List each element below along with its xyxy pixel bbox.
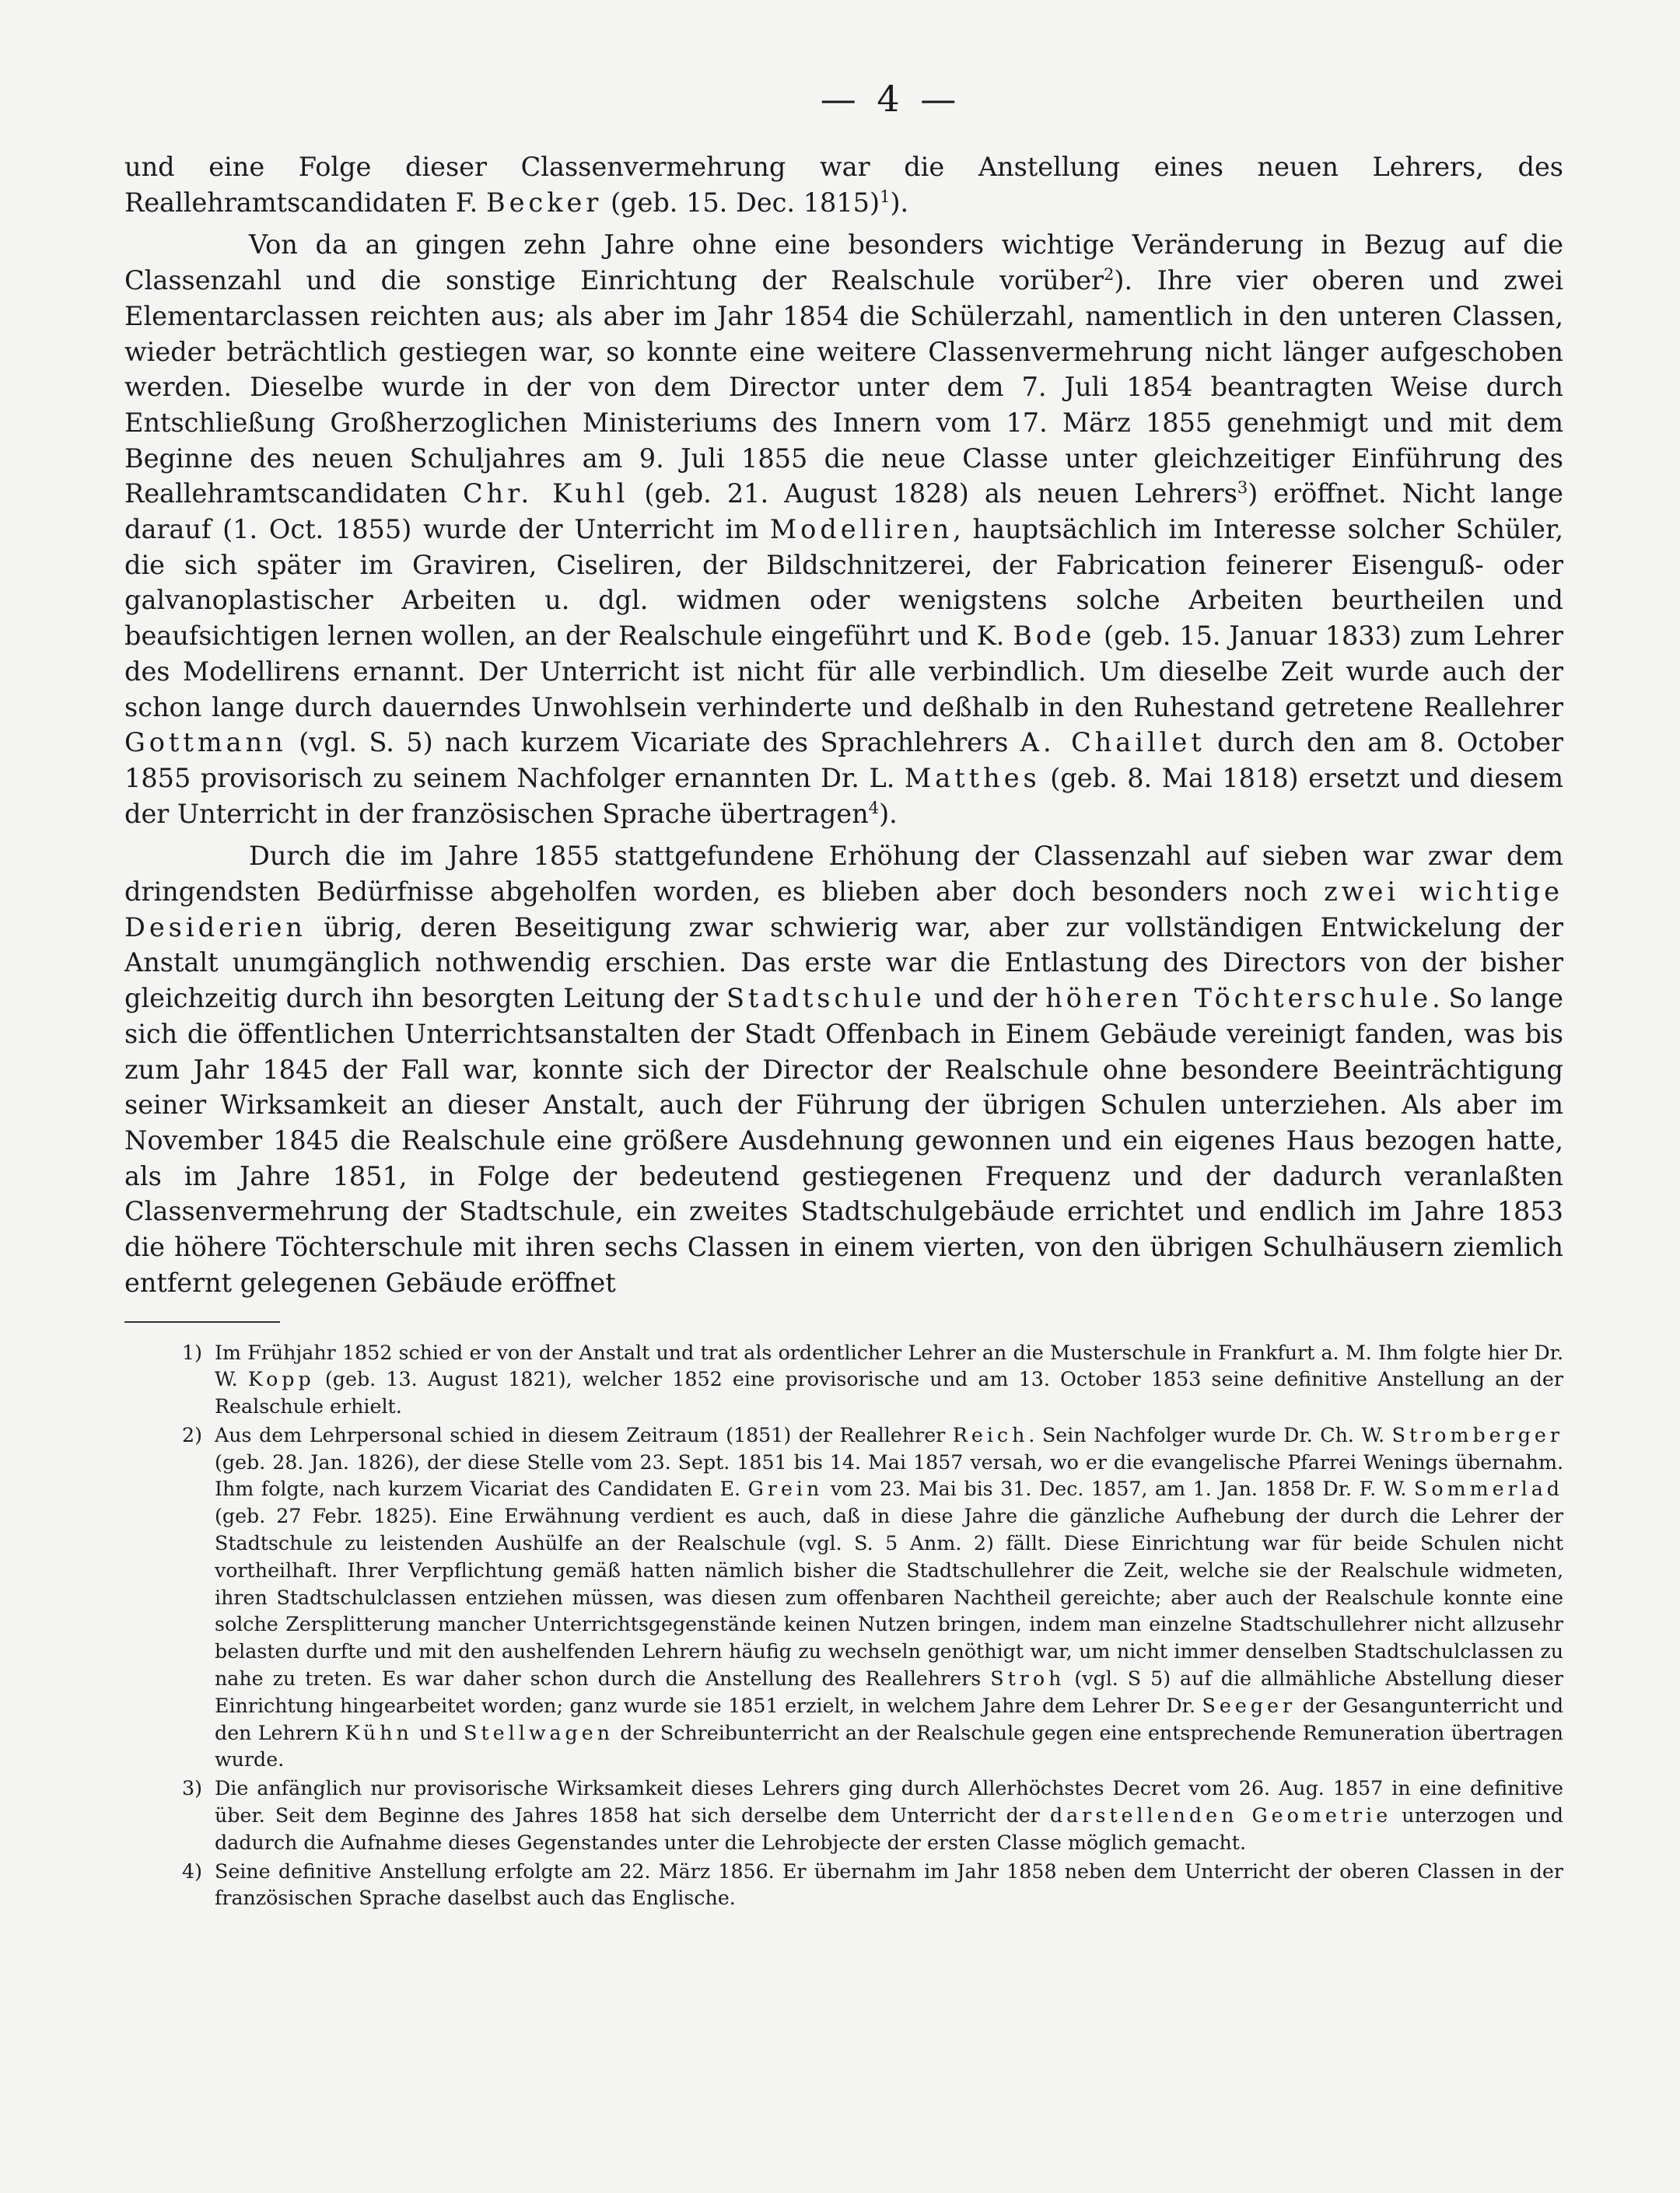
footnotes — [124, 1340, 1563, 1913]
footnote-ref: 4 — [868, 798, 880, 817]
page-number: — 4 — — [820, 78, 961, 120]
footnote-number: 3) — [182, 1777, 202, 1800]
footnote-text: Die anfänglich nur provisorische Wirksamkeit dieses Lehrers ging durch Allerhöchstes Decret vom 26. Aug. 1857 in eine definitive über. Seit dem Beginne des Jahres 1858 hat sich derselbe dem Unterricht der darstellenden Geometrie unterzogen und dadurch die Aufnahme dieses Gegenstandes unter die Lehrobjecte der ersten Classe möglich gemacht. — [215, 1777, 1563, 1854]
footnote-ref: 3 — [1237, 478, 1248, 498]
paragraph-3: Durch die im Jahre 1855 stattgefundene Erhöhung der Classenzahl auf sieben war zwar dem dringendsten Bedürfnisse abgeholfen worden, es blieben aber doch besonders noch zwei wichtige Desiderien übrig, deren Beseitigung zwar schwierig war, aber zur vollständigen Entwickelung der Anstalt unumgänglich nothwendig erschien. Das erste war die Entlastung des Directors von der bisher gleichzeitig durch ihn besorgten Leitung der Stadtschule und der höheren Töchterschule. So lange sich die öffentlichen Unterrichtsanstalten der Stadt Offenbach in Einem Gebäude vereinigt fanden, was bis zum Jahr 1845 der Fall war, konnte sich der Director der Realschule ohne besondere Beeinträchtigung seiner Wirksamkeit an dieser Anstalt, auch der Führung der übrigen Schulen unterziehen. Als aber im November 1845 die Realschule eine größere Ausdehnung gewonnen und ein eigenes Haus bezogen hatte, als im Jahre 1851, in Folge der bedeutend gestiegenen Frequenz und der dadurch veranlaßten Classenvermehrung der Stadtschule, ein zweites Stadtschulgebäude errichtet und endlich im Jahre 1853 die höhere Töchterschule mit ihren sechs Classen in einem vierten, von den übrigen Schulhäusern ziemlich entfernt gelegenen Gebäude eröffnet — [124, 841, 1563, 1298]
body-text — [124, 149, 1563, 1301]
footnote-ref: 2 — [1104, 264, 1115, 284]
footnote-text: Aus dem Lehrpersonal schied in diesem Zeitraum (1851) der Reallehrer Reich. Sein Nachfolger wurde Dr. Ch. W. Stromberger (geb. 28. Jan. 1826), der diese Stelle vom 23. Sept. 1851 bis 14. Mai 1857 versah, wo er die evangelische Pfarrei Wenings übernahm. Ihm folgte, nach kurzem Vicariat des Candidaten E. Grein vom 23. Mai bis 31. Dec. 1857, am 1. Jan. 1858 Dr. F. W. Sommerlad (geb. 27 Febr. 1825). Eine Erwähnung verdient es auch, daß in diese Jahre die gänzliche Aufhebung der durch die Lehrer der Stadtschule zu leistenden Aushülfe an der Realschule (vgl. S. 5 Anm. 2) fällt. Diese Einrichtung war für beide Schulen nicht vortheilhaft. Ihrer Verpflichtung gemäß hatten nämlich bisher die Stadtschullehrer die Zeit, welche sie der Realschule widmeten, ihren Stadtschulclassen entziehen müssen, was diesen zum offenbaren Nachtheil gereichte; aber auch der Realschule konnte eine solche Zersplitterung mancher Unterrichtsgegenstände keinen Nutzen bringen, indem man einzelne Stadtschullehrer nicht allzusehr belasten durfte und mit den aushelfenden Lehrern häufig zu wechseln genöthigt war, um nicht immer denselben Stadtschulclassen zu nahe zu treten. Es war daher schon durch die Anstellung des Reallehrers Stroh (vgl. S 5) auf die allmähliche Abstellung dieser Einrichtung hingearbeitet worden; ganz wurde sie 1851 erzielt, in welchem Jahre dem Lehrer Dr. Seeger der Gesangunterricht und den Lehrern Kühn und Stellwagen der Schreibunterricht an der Realschule gegen eine entsprechende Remuneration übertragen wurde. — [215, 1423, 1564, 1772]
paragraph-2: Von da an gingen zehn Jahre ohne eine besonders wichtige Veränderung in Bezug auf die Classenzahl und die sonstige Einrichtung der Realschule vorüber$^2$). Ihre vier oberen und zwei Elementarclassen reichten aus; als aber im Jahr 1854 die Schülerzahl, namentlich in den unteren Classen, wieder beträchtlich gestiegen war, so konnte eine weitere Classenvermehrung nicht länger aufgeschoben werden. Dieselbe wurde in der von dem Director unter dem 7. Juli 1854 beantragten Weise durch Entschließung Großherzoglichen Ministeriums des Innern vom 17. März 1855 genehmigt und mit dem Beginne des neuen Schuljahres am 9. Juli 1855 die neue Classe unter gleichzeitiger Einführung des Reallehramtscandidaten Chr. Kuhl (geb. 21. August 1828) als neuen Lehrers$^3$) eröffnet. Nicht lange darauf (1. Oct. 1855) wurde der Unterricht im Modelliren, hauptsächlich im Interesse solcher Schüler, die sich später im Graviren, Ciseliren, der Bildschnitzerei, der Fabrication feinerer Eisenguß- oder galvanoplastischer Arbeiten u. dgl. widmen oder wenigstens solche Arbeiten beurtheilen und beaufsichtigen lernen wollen, an der Realschule eingeführt und K. Bode (geb. 15. Januar 1833) zum Lehrer des Modellirens ernannt. Der Unterricht ist nicht für alle verbindlich. Um dieselbe Zeit wurde auch der schon lange durch dauerndes Unwohlsein verhinderte und deßhalb in den Ruhestand getretene Reallehrer Gottmann (vgl. S. 5) nach kurzem Vicariate des Sprachlehrers A. Chaillet durch den am 8. October 1855 provisorisch zu seinem Nachfolger ernannten Dr. L. Matthes (geb. 8. Mai 1818) ersetzt und diesem der Unterricht in der französischen Sprache übertragen$^4$). — [124, 229, 1564, 829]
footnote-3 — [124, 1775, 1563, 1856]
page — [124, 78, 1563, 1912]
footnote-ref: 1 — [880, 187, 891, 206]
footnote-text: Im Frühjahr 1852 schied er von der Anstalt und trat als ordentlicher Lehrer an die Musterschule in Frankfurt a. M. Ihm folgte hier Dr. W. Kopp (geb. 13. August 1821), welcher 1852 eine provisorische und am 13. October 1853 seine definitive Anstellung an der Realschule erhielt. — [215, 1341, 1563, 1418]
footnote-number: 4) — [182, 1859, 202, 1883]
paragraph-1: und eine Folge dieser Classenvermehrung war die Anstellung eines neuen Lehrers, des Reallehramtscandidaten F. Becker (geb. 15. Dec. 1815)$^1$). — [124, 152, 1563, 218]
footnote-divider — [124, 1321, 280, 1323]
footnote-2 — [124, 1422, 1563, 1774]
footnote-4 — [124, 1859, 1563, 1913]
footnote-number: 2) — [182, 1423, 202, 1446]
footnote-text: Seine definitive Anstellung erfolgte am 22. März 1856. Er übernahm im Jahr 1858 neben dem Unterricht der oberen Classen in der französischen Sprache daselbst auch das Englische. — [215, 1859, 1563, 1910]
footnote-number: 1) — [182, 1341, 202, 1364]
footnote-1 — [124, 1340, 1563, 1421]
